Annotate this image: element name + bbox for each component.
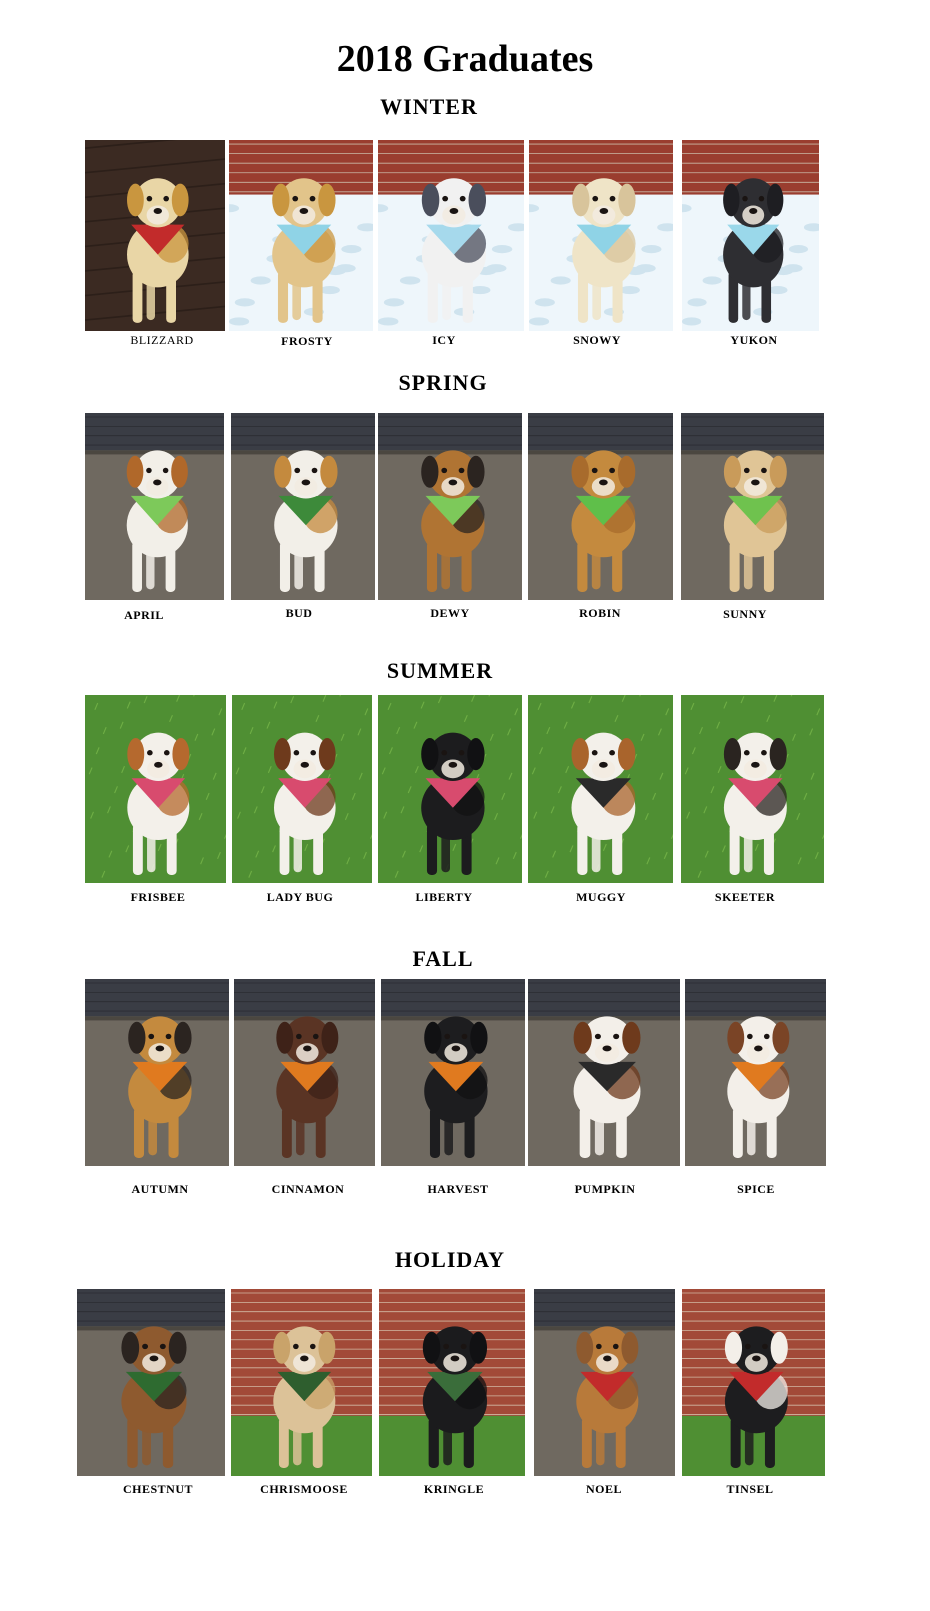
dog-illustration [231,413,375,600]
season-heading-holiday: HOLIDAY [394,1247,506,1272]
dog-photo [378,695,522,883]
dog-name-label: YUKON [730,333,778,347]
dog-name-label: APRIL [124,608,164,622]
dog-illustration [77,1289,225,1476]
dog-photo [681,695,824,883]
dog-photo [528,695,673,883]
dog-name-label: SKEETER [714,890,776,904]
dog-illustration [528,695,673,883]
dog-name-label: BUD [285,606,313,620]
dog-photo [682,1289,825,1476]
dog-name-label: ICY [432,333,456,347]
dog-photo [528,979,680,1166]
dog-name-label: KRINGLE [423,1482,485,1496]
dog-photo [682,140,819,331]
dog-illustration [528,413,673,600]
dog-name-label: FROSTY [281,334,333,348]
dog-illustration [681,695,824,883]
dog-name-label: PUMPKIN [574,1182,636,1196]
dog-photo [231,1289,372,1476]
dog-name-label: SPICE [737,1182,775,1196]
dog-name-label: SNOWY [573,333,621,347]
dog-name-label: BLIZZARD [130,333,194,347]
dog-illustration [685,979,826,1166]
dog-illustration [379,1289,525,1476]
dog-illustration [85,413,224,600]
dog-photo [85,695,226,883]
dog-photo [681,413,824,600]
dog-illustration [229,140,373,331]
dog-illustration [85,140,225,331]
season-heading-summer: SUMMER [386,658,494,683]
dog-name-label: CHRISMOOSE [260,1482,348,1496]
dog-photo [85,140,225,331]
dog-illustration [231,1289,372,1476]
dog-illustration [378,413,522,600]
dog-photo [379,1289,525,1476]
dog-photo [534,1289,675,1476]
dog-illustration [381,979,525,1166]
dog-name-label: CHESTNUT [122,1482,194,1496]
dog-name-label: NOEL [585,1482,622,1496]
dog-illustration [232,695,372,883]
dog-photo [529,140,673,331]
dog-photo [85,413,224,600]
dog-name-label: DEWY [430,606,470,620]
dog-illustration [534,1289,675,1476]
dog-illustration [85,979,229,1166]
dog-photo [528,413,673,600]
dog-illustration [378,695,522,883]
season-heading-winter: WINTER [380,94,478,119]
dog-photo [234,979,375,1166]
dog-name-label: LIBERTY [415,890,473,904]
dog-photo [229,140,373,331]
season-heading-fall: FALL [412,946,474,971]
dog-illustration [528,979,680,1166]
dog-name-label: ROBIN [579,606,621,620]
dog-photo [77,1289,225,1476]
dog-illustration [682,1289,825,1476]
dog-photo [85,979,229,1166]
dog-illustration [682,140,819,331]
dog-photo [378,140,524,331]
dog-photo [378,413,522,600]
dog-illustration [85,695,226,883]
dog-photo [232,695,372,883]
dog-name-label: CINNAMON [271,1182,345,1196]
dog-illustration [681,413,824,600]
dog-name-label: LADY BUG [266,890,334,904]
dog-photo [231,413,375,600]
dog-illustration [529,140,673,331]
dog-illustration [378,140,524,331]
dog-name-label: SUNNY [723,607,767,621]
dog-name-label: AUTUMN [131,1182,189,1196]
season-heading-spring: SPRING [398,370,488,395]
dog-name-label: HARVEST [427,1182,489,1196]
dog-name-label: FRISBEE [130,890,186,904]
dog-photo [381,979,525,1166]
dog-photo [685,979,826,1166]
dog-illustration [234,979,375,1166]
page-title: 2018 Graduates [336,38,594,80]
dog-name-label: TINSEL [726,1482,774,1496]
dog-name-label: MUGGY [576,890,626,904]
